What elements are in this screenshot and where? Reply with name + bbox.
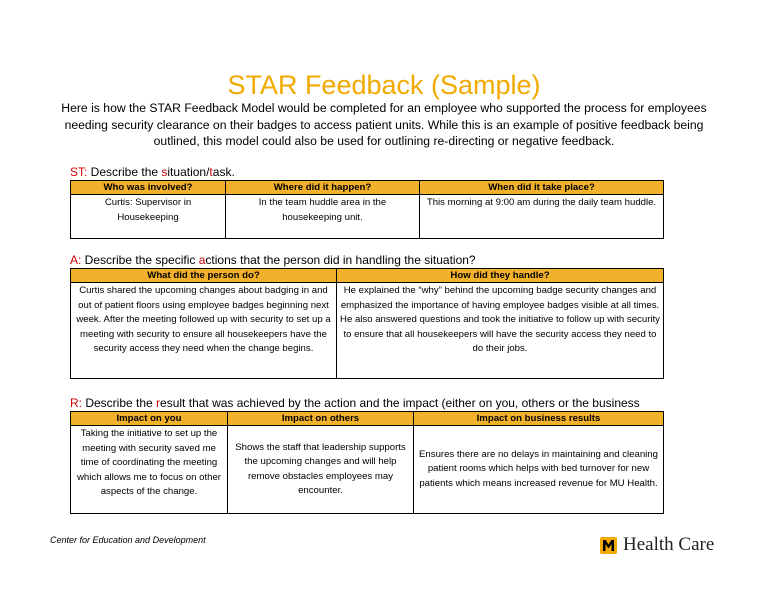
- r-cell-others: Shows the staff that leadership supports the upcoming changes and will help remove obstacles employees may encounter.: [228, 426, 414, 514]
- st-cell-where: In the team huddle area in the housekeeping unit.: [226, 195, 420, 239]
- footer-department: Center for Education and Development: [50, 535, 206, 545]
- a-cell-what: Curtis shared the upcoming changes about badging in and out of patient floors using employee badges beginning next week. After the meeting followed up with security to set up a meeting with security to ensure all housekeepers have the security access they need when the change begins.: [71, 283, 337, 379]
- r-cell-you: Taking the initiative to set up the meeting with security saved me time of coordinating the meeting which allows me to focus on other aspects of the change.: [71, 426, 228, 514]
- a-table: [70, 268, 664, 379]
- r-header-you: Impact on you: [71, 412, 228, 426]
- table-row: [71, 426, 664, 514]
- table-header-row: [71, 269, 664, 283]
- a-header-what: What did the person do?: [71, 269, 337, 283]
- a-cell-how: He explained the “why” behind the upcoming badge security changes and emphasized the importance of having employee badges visible at all times. He also answered questions and took the initiative to follow up with security to ensure that all housekeepers will have the security access they need to do their jobs.: [337, 283, 664, 379]
- r-header-business: Impact on business results: [414, 412, 664, 426]
- r-section-label: R: Describe the result that was achieved by the action and the impact (either on you, others or the business: [70, 396, 640, 410]
- r-cell-business: Ensures there are no delays in maintaining and cleaning patient rooms which helps with bed turnover for new patients which means increased revenue for MU Health.: [414, 426, 664, 514]
- r-table: [70, 411, 664, 514]
- r-prefix: R:: [70, 396, 82, 410]
- st-header-where: Where did it happen?: [226, 181, 420, 195]
- a-section-label: A: Describe the specific actions that the person did in handling the situation?: [70, 253, 476, 267]
- st-header-who: Who was involved?: [71, 181, 226, 195]
- logo-text: Health Care: [623, 534, 715, 555]
- table-row: [71, 195, 664, 239]
- table-header-row: [71, 181, 664, 195]
- st-cell-who: Curtis: Supervisor in Housekeeping: [71, 195, 226, 239]
- st-prefix: ST:: [70, 165, 88, 179]
- table-header-row: [71, 412, 664, 426]
- health-care-logo: [600, 534, 714, 556]
- table-row: [71, 283, 664, 379]
- st-section-label: ST: Describe the situation/task.: [70, 165, 235, 179]
- st-cell-when: This morning at 9:00 am during the daily team huddle.: [420, 195, 664, 239]
- page-title: STAR Feedback (Sample): [227, 70, 541, 100]
- intro-paragraph: Here is how the STAR Feedback Model would be completed for an employee who supported the process for employees needing security clearance on their badges to access patient units. While this is an example of positive feedback being outlined, this model could also be used for outlining re-directing or negative feedback.: [61, 101, 707, 148]
- a-prefix: A:: [70, 253, 82, 267]
- mu-tiger-logo-icon: [600, 537, 617, 554]
- r-header-others: Impact on others: [228, 412, 414, 426]
- st-table: [70, 180, 664, 239]
- a-header-how: How did they handle?: [337, 269, 664, 283]
- st-header-when: When did it take place?: [420, 181, 664, 195]
